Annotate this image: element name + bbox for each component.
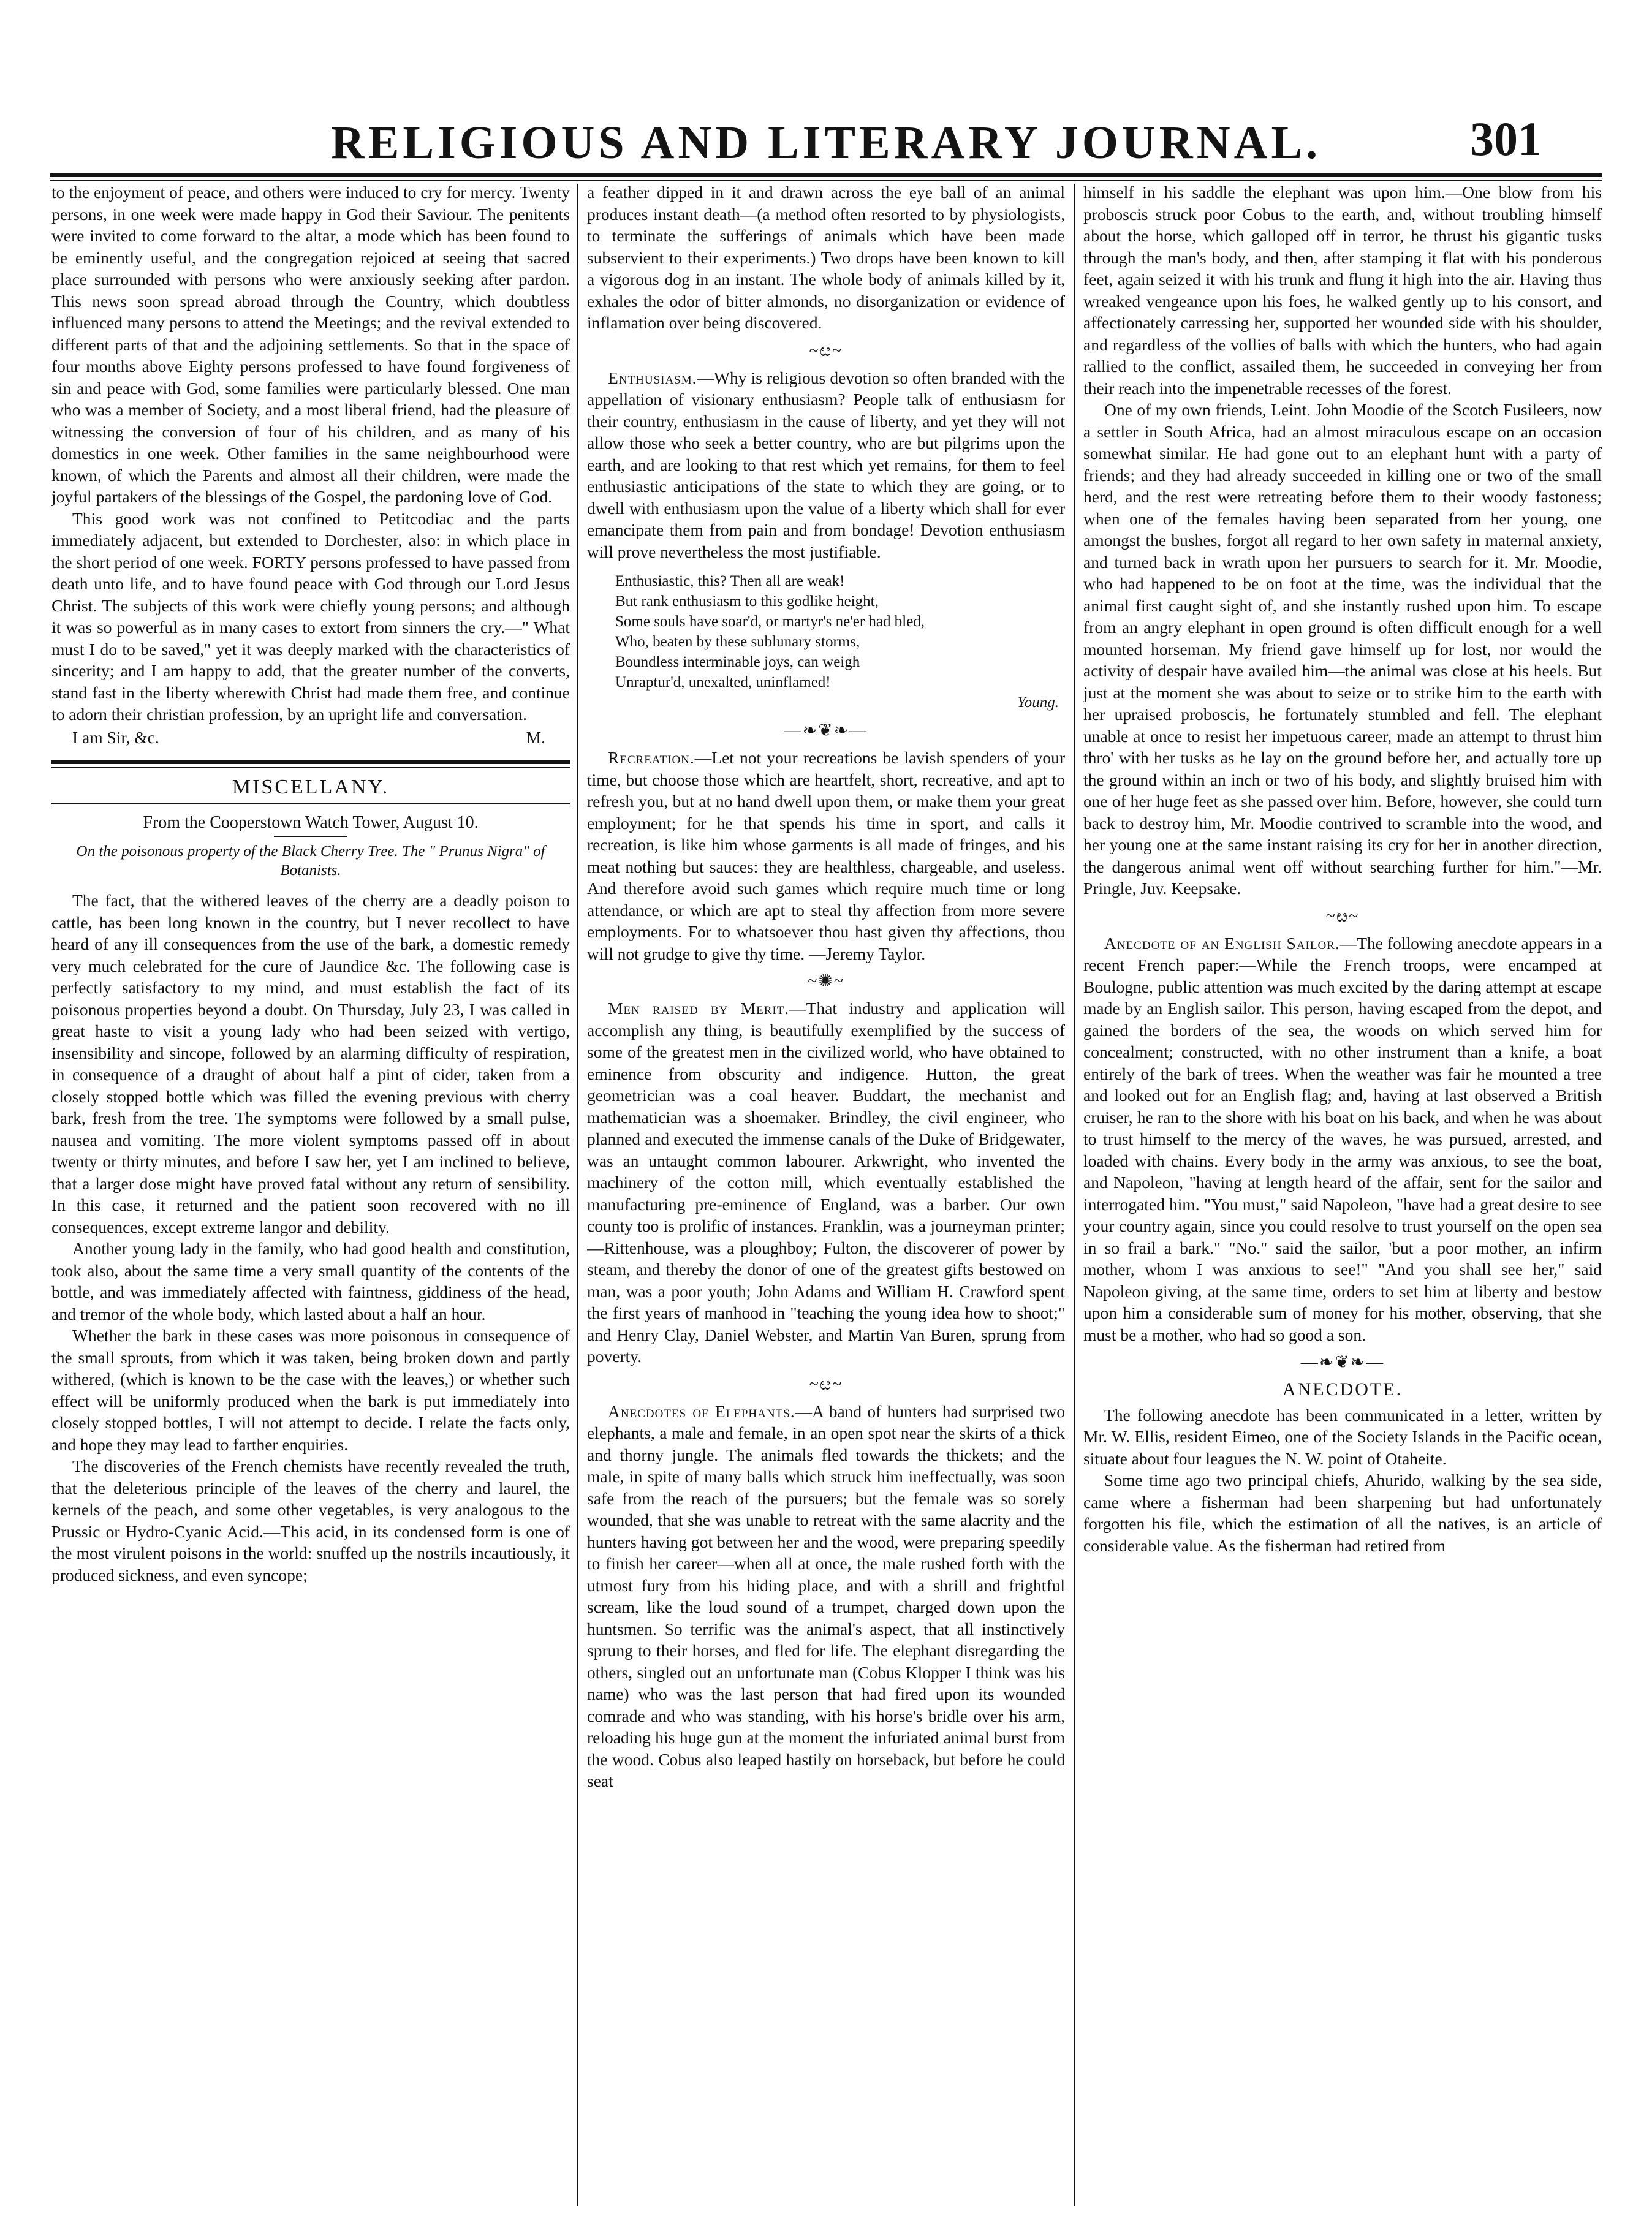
ornament-divider: ~ೞ~ [809, 341, 843, 360]
poem-line: Unraptur'd, unexalted, uninflamed! [615, 674, 831, 691]
poem-author: Young. [1017, 694, 1059, 711]
acid-paragraph: a feather dipped in it and drawn across the eye ball of an animal produces instant death—(a method often resorted to by physiologists, to terminate the sufferings of animals which have been made subservient to their experiments.) Two drops have been known to kill a vigorous dog in an instant. The whole body of animals killed by it, exhales the odor of bitter almonds, no disorganization or evidence of inflamation over being discovered. [587, 183, 1065, 332]
column-middle [587, 181, 1065, 2206]
section-rule [51, 760, 570, 768]
poem-line: Who, beaten by these sublunary storms, [615, 634, 860, 650]
elephants-paragraph [587, 1401, 1065, 1792]
poem-line: Boundless interminable joys, can weigh [615, 654, 860, 670]
letter-signoff [51, 727, 570, 749]
elephants-text: —A band of hunters had surprised two elephants, a male and female, in an open spot near the skirts of a thick and thorny jungle. The animals fled towards the thickets; and the male, in spite of many balls which struck him ineffectually, was soon safe from the reach of the pursuers; but the female was so sorely wounded, that she was unable to retreat with the same alacrity and the hunters having got between her and the wood, were preparing speedily to finish her career—when all at once, the male rushed forth with the utmost fury from his hiding place, and with a shrill and frightful scream, like the loud sound of a trumpet, charged down upon the huntsmen. So terrific was the animal's aspect, that all instinctively sprung to their horses, and fled for life. The elephant disregarding the others, singled out an unfortunate man (Cobus Klopper I think was his name) who was the last person that had fired upon its wounded comrade and who was standing, with his horse's bridle over his arm, reloading his huge gun at the moment the infuriated animal burst from the wood. Cobus also leaped hastily on horseback, but before he could seat [587, 1401, 1065, 1790]
merit-paragraph [587, 998, 1065, 1368]
column-divider-left [577, 184, 578, 2206]
ornament-divider: —❧❦❧— [784, 721, 868, 740]
ornament-divider: ~✺~ [808, 972, 844, 991]
elephants-heading: Anecdotes of Elephants. [608, 1401, 795, 1421]
article-title: On the poisonous property of the Black Cherry Tree. The " Prunus Nigra" of Botanists. [76, 843, 545, 879]
revival-paragraph-1: to the enjoyment of peace, and others were induced to cry for mercy. Twenty persons, in one week were made happy in God their Saviour. The penitents were invited to come forward to the altar, a mode which has been found to be eminently useful, and the congregation rejoiced at seeing that sacred place surrounded with persons who were anxiously seeking after pardon. This news soon spread abroad through the Country, which doubtless influenced many persons to attend the Meetings; and the revival extended to different parts of that and the adjoining settlements. So that in the space of four months above Eighty persons professed to have found forgiveness of sin and peace with God, some families were particularly blessed. One man who was a member of Society, and a most liberal friend, had the pleasure of witnessing the conversion of four of his children, and as many of his domestics in one week. Other families in the same neighbourhood were known, of which the Parents and almost all their children, were made the joyful partakers of the blessings of the Gospel, the pardoning love of God. [51, 183, 570, 506]
signoff-initial: M. [526, 727, 545, 747]
cherry-paragraph-2: Another young lady in the family, who had good health and constitution, took also, about the same time a very small quantity of the contents of the bottle, and was immediately affected with faintness, giddiness of the head, and tremor of the whole body, which lasted about a half an hour. [51, 1239, 570, 1323]
moodie-paragraph: One of my own friends, Leint. John Moodie of the Scotch Fusileers, now a settler in South Africa, had an almost miraculous escape on an occasion somewhat similar. He had gone out to an elephant hunt with a party of friends; and they had already succeeded in killing one or two of the small herd, and the rest were retreating before them to their woody fastoness; when one of the females having been separated from her young, one amongst the bushes, forgot all regard to her own safety in maternal anxiety, and turned back in wrath upon her pursuers to search for it. Mr. Moodie, who had happened to be on foot at the time, was the individual that the animal first caught sight of, and she instantly rushed upon him. To escape from an angry elephant in open ground is often difficult enough for a well mounted horseman. My friend gave himself up for lost, nor would the activity of despair have availed him—the animal was close at his heels. But just at the moment she was about to seize or to strike him to the earth with her upraised proboscis, he fortunately stumbled and fell. The elephant unable at once to resist her impetuous career, made an attempt to thrust him thro' with her tusks as he lay on the ground before her, and actually tore up the ground within an inch or two of his body, and slightly bruised him with one of her huge feet as she passed over him. Before, however, she could turn back to destroy him, Mr. Moodie contrived to scramble into the wood, and her young one at the same instant raising its cry for her in another direction, the dangerous animal went off without searching further for him."—Mr. Pringle, Juv. Keepsake. [1083, 400, 1602, 898]
column-left [51, 181, 570, 2206]
anecdote-heading: ANECDOTE. [1282, 1379, 1403, 1399]
cherry-paragraph-4: The discoveries of the French chemists have recently revealed the truth, that the deleterious principle of the leaves of the cherry and laurel, the kernels of the peach, and some other vegetables, is very analogous to the Prussic or Hydro-Cyanic Acid.—This acid, in its condensed form is one of the most virulent poisons in the world: snuffed up the nostrils incautiously, it produced sickness, and even syncope; [51, 1456, 570, 1584]
merit-heading: Men raised by Merit. [608, 999, 790, 1018]
header-rule [50, 173, 1602, 177]
recreation-text: —Let not your recreations be lavish spenders of your time, but choose those which are heartfelt, short, recreative, and apt to refresh you, but at no hand dwell upon them, or make them your great employment; for he that spends his time in sport, and calls it recreation, is like him whose garments is all made of fringes, and his meat nothing but sauces: they are healthless, chargeable, and useless. And therefore avoid such games which require much time or long attendance, or which are apt to steal thy affection from more severe employments. For to whatsoever thou hast given thy affections, thou will not grudge to give thy time. —Jeremy Taylor. [587, 748, 1065, 963]
ornament-divider: —❧❦❧— [1300, 1353, 1385, 1372]
section-subrule [51, 803, 570, 804]
poem-line: But rank enthusiasm to this godlike height, [615, 593, 879, 610]
page-number: 301 [1470, 112, 1542, 165]
column-right [1083, 181, 1602, 2206]
short-divider [274, 836, 347, 837]
merit-text: —That industry and application will accomplish any thing, is beautifully exemplified by the success of some of the greatest men in the civilized world, who have obtained to eminence from obscurity and indigence. Hutton, the great geometrician was a coal heaver. Buddart, the mechanist and mathematician was a shoemaker. Brindley, the civil engineer, who planned and executed the immense canals of the Duke of Bridgewater, was an untaught common labourer. Arkwright, who invented the machinery of the cotton mill, which eventually established the manufacturing pre-eminence of England, was a barber. Our own county too is prolific of instances. Franklin, was a journeyman printer;—Rittenhouse, was a ploughboy; Fulton, the discoverer of power by steam, and thereby the donor of one of the greatest gifts bestowed on man, was a poor youth; John Adams and William H. Crawford spent the first years of manhood in "teaching the young idea how to shoot;" and Henry Clay, Daniel Webster, and Martin Van Buren, sprung from poverty. [587, 999, 1065, 1366]
poem-quote [615, 571, 1065, 713]
recreation-heading: Recreation. [608, 748, 695, 767]
source-line: From the Cooperstown Watch Tower, August 10. [143, 812, 479, 832]
signoff-salutation: I am Sir, &c. [72, 727, 159, 747]
ornament-divider: ~ೞ~ [809, 1374, 843, 1394]
miscellany-heading: MISCELLANY. [232, 776, 390, 798]
sailor-paragraph [1083, 933, 1602, 1346]
revival-paragraph-2: This good work was not confined to Petitcodiac and the parts immediately adjacent, but extended to Dorchester, also: in which place in the short period of one week. FORTY persons professed to have passed from death unto life, and to have found peace with God through our Lord Jesus Christ. The subjects of this work were chiefly young persons; and although it was so powerful as in many cases to extort from sinners the cry.—" What must I do to be saved," yet it was deeply marked with the characteristics of sincerity; and I am happy to add, that the greater number of the converts, stand fast in the liberty wherewith Christ had made them free, and continue to adorn their christian profession, by an upright life and conversation. [51, 509, 570, 724]
enthusiasm-text: —Why is religious devotion so often branded with the appellation of visionary enthusiasm? People talk of enthusiasm for their country, enthusiasm in the cause of liberty, and yet they will not allow those who seek a better country, who are but pilgrims upon the earth, and are looking to that rest which yet remains, for them to feel enthusiastic anticipations of the state to which they are going, or to dwell with enthusiasm upon the value of a liberty which shall for ever emancipate them from pain and from bondage! Devotion enthusiasm will prove nevertheless the most justifiable. [587, 368, 1065, 561]
anecdote-paragraph-1: The following anecdote has been communicated in a letter, written by Mr. W. Ellis, resident Eimeo, one of the Society Islands in the Pacific ocean, situate about four leagues the N. W. point of Otaheite. [1083, 1405, 1602, 1468]
recreation-paragraph [587, 747, 1065, 964]
running-header-title: RELIGIOUS AND LITERARY JOURNAL. [330, 117, 1322, 168]
enthusiasm-paragraph [587, 367, 1065, 563]
ornament-divider: ~ೞ~ [1325, 906, 1360, 926]
elephant-continued-paragraph: himself in his saddle the elephant was upon him.—One blow from his proboscis struck poor Cobus to the earth, and, without troubling himself about the horse, which galloped off in terror, he thrust his gigantic tusks through the man's body, and then, after stamping it flat with his ponderous feet, again seized it with his trunk and flung it high into the air. Having thus wreaked vengeance upon his foes, he walked gently up to his consort, and affectionately carressing her, supported her wounded side with his shoulder, and regardless of the vollies of balls with which the hunters, who had again rallied to the conflict, assailed them, he succeeded in conveying her from their reach into the impenetrable recesses of the forest. [1083, 183, 1602, 398]
enthusiasm-heading: Enthusiasm. [608, 368, 697, 387]
anecdote-paragraph-2: Some time ago two principal chiefs, Ahurido, walking by the sea side, came where a fisherman had been sharpening but had unfortunately forgotten his file, which the estimation of all the natives, is an article of considerable value. As the fisherman had retired from [1083, 1471, 1602, 1555]
cherry-paragraph-3: Whether the bark in these cases was more poisonous in consequence of the small sprouts, from which it was taken, being broken down and partly withered, (which is known to be the case with the leaves,) or whether such effect will be uniformly produced when the bark is put immediately into closely stopped bottles, I will not attempt to decide. I relate the facts only, and hope they may lead to farther enquiries. [51, 1326, 570, 1454]
cherry-paragraph-1: The fact, that the withered leaves of the cherry are a deadly poison to cattle, has been long known in the country, but I never recollect to have heard of any ill consequences from the use of the bark, a domestic remedy very much celebrated for the cure of Jaundice &c. The following case is perfectly satisfactory to my mind, and must establish the fact of its poisonous properties beyond a doubt. On Thursday, July 23, I was called in great haste to visit a young lady who had been seized with vertigo, insensibility and sincope, followed by an alarming difficulty of respiration, in consequence of a draught of about half a pint of cider, taken from a closely stopped bottle which was filled the evening previous with cherry bark, fresh from the tree. The symptoms were followed by a small pulse, nausea and vomiting. The more violent symptoms passed off in about twenty or thirty minutes, and before I saw her, yet I am inclined to believe, that a larger dose might have proved fatal without any return of sensibility. In this case, it returned and the patient soon recovered with no ill consequences, except extreme langor and debility. [51, 891, 570, 1236]
sailor-text: —The following anecdote appears in a recent French paper:—While the French troops, were encamped at Boulogne, public attention was much excited by the daring attempt at escape made by an English sailor. This person, having escaped from the depot, and gained the borders of the sea, the woods on which served him for concealment; constructed, with no other instrument than a knife, a boat entirely of the bark of trees. When the weather was fair he mounted a tree and looked out for an English flag; and, having at last observed a British cruiser, he ran to the shore with his boat on his back, and when he was about to trust himself to the mercy of the waves, he was pursued, arrested, and loaded with chains. Every body in the army was anxious, to see the boat, and Napoleon, "having at length heard of the affair, sent for the sailor and interrogated him. "You must," said Napoleon, "have had a great desire to see your country again, since you could resolve to trust yourself on the open sea in so frail a bark." "No." said the sailor, 'but a poor mother, an infirm mother, whom I was anxious to see!" "And you shall see her," said Napoleon giving, at the same time, orders to set him at liberty and bestow upon him a considerable sum of money for his mother, observing, that she must be a mother, who had so good a son. [1083, 933, 1602, 1344]
sailor-heading: Anecdote of an English Sailor. [1104, 933, 1340, 953]
poem-line: Some souls have soar'd, or martyr's ne'er had bled, [615, 613, 925, 630]
column-divider-right [1074, 184, 1075, 2206]
poem-line: Enthusiastic, this? Then all are weak! [615, 573, 845, 589]
